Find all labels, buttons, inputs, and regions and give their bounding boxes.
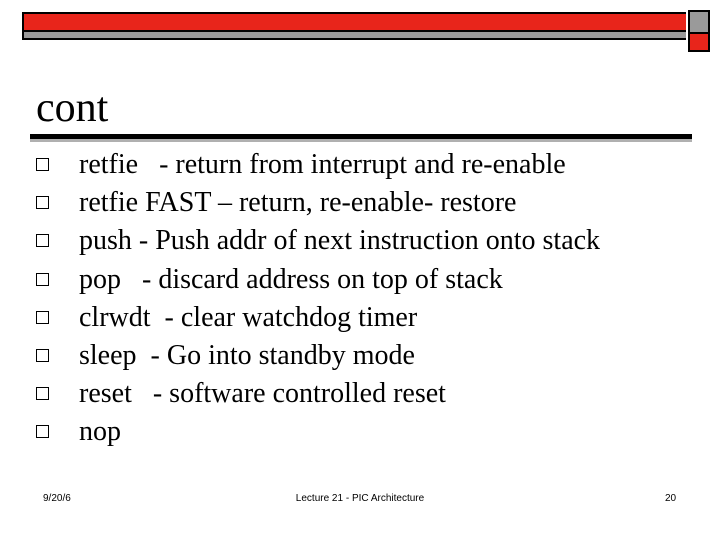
footer-date: 9/20/6: [43, 493, 71, 504]
slide-title: cont: [36, 85, 109, 131]
title-divider-shadow: [30, 139, 692, 142]
square-bullet-icon: [36, 311, 49, 324]
bullet-text: retfie - return from interrupt and re-enable: [79, 149, 566, 180]
banner-gray-block: [688, 10, 710, 34]
decorative-banner: [22, 10, 688, 40]
square-bullet-icon: [36, 349, 49, 362]
square-bullet-icon: [36, 387, 49, 400]
bullet-text: nop: [79, 416, 121, 448]
square-bullet-icon: [36, 273, 49, 286]
bullet-text: push - Push addr of next instruction onto stack: [79, 225, 601, 257]
banner-gray-bar: [22, 32, 686, 40]
footer-title: Lecture 21 - PIC Architecture: [295, 493, 425, 504]
bullet-text: reset - software controlled reset: [79, 378, 446, 410]
square-bullet-icon: [36, 234, 49, 247]
square-bullet-icon: [36, 158, 49, 171]
bullet-text: pop - discard address on top of stack: [79, 263, 503, 295]
bullet-text: retfie FAST – return, re-enable- restore: [79, 187, 517, 219]
banner-red-block: [688, 34, 710, 52]
square-bullet-icon: [36, 196, 49, 209]
square-bullet-icon: [36, 425, 49, 438]
bullet-text: clrwdt - clear watchdog timer: [79, 301, 418, 333]
bullet-text: sleep - Go into standby mode: [79, 339, 415, 371]
page-number: 20: [665, 493, 677, 504]
banner-red-bar: [22, 12, 686, 32]
